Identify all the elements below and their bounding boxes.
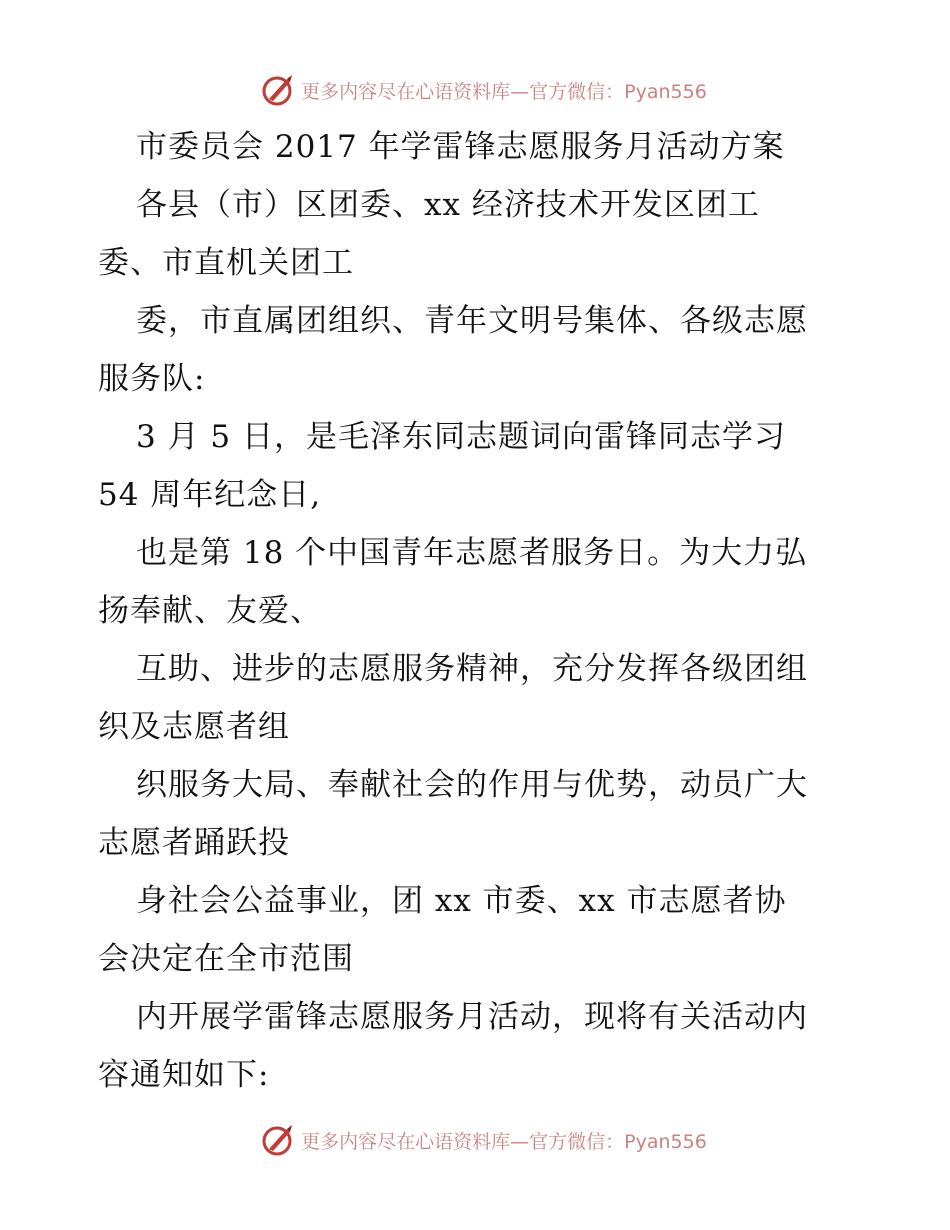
watermark-footer	[0, 1120, 950, 1160]
paragraph-line: 志愿者踊跃投	[98, 825, 290, 861]
paragraph-line: 3 月 5 日，是毛泽东同志题词向雷锋同志学习	[136, 419, 787, 455]
paragraph-line: 织及志愿者组	[98, 709, 290, 745]
document-body	[98, 118, 858, 1104]
paragraph-line: 会决定在全市范围	[98, 941, 354, 977]
quill-logo-icon	[261, 1123, 295, 1157]
document-title: 市委员会 2017 年学雷锋志愿服务月活动方案	[136, 129, 785, 165]
quill-logo-icon	[261, 73, 295, 107]
paragraph-line: 服务队:	[98, 361, 206, 397]
paragraph-line: 委，市直属团组织、青年文明号集体、各级志愿	[136, 303, 808, 339]
watermark-header	[0, 70, 950, 110]
watermark-text: 更多内容尽在心语资料库—官方微信：Pyan556	[301, 1130, 707, 1153]
paragraph-line: 容通知如下:	[98, 1057, 270, 1093]
paragraph-line: 身社会公益事业，团 xx 市委、xx 市志愿者协	[136, 883, 787, 919]
paragraph-line: 54 周年纪念日,	[98, 477, 322, 513]
paragraph-line: 各县（市）区团委、xx 经济技术开发区团工	[136, 187, 760, 223]
paragraph-line: 互助、进步的志愿服务精神，充分发挥各级团组	[136, 651, 808, 687]
paragraph-line: 内开展学雷锋志愿服务月活动，现将有关活动内	[136, 999, 808, 1035]
paragraph-line: 扬奉献、友爱、	[98, 593, 322, 629]
paragraph-line: 委、市直机关团工	[98, 245, 354, 281]
watermark-text: 更多内容尽在心语资料库—官方微信：Pyan556	[301, 80, 707, 103]
paragraph-line: 织服务大局、奉献社会的作用与优势，动员广大	[136, 767, 808, 803]
paragraph-line: 也是第 18 个中国青年志愿者服务日。为大力弘	[136, 535, 808, 571]
